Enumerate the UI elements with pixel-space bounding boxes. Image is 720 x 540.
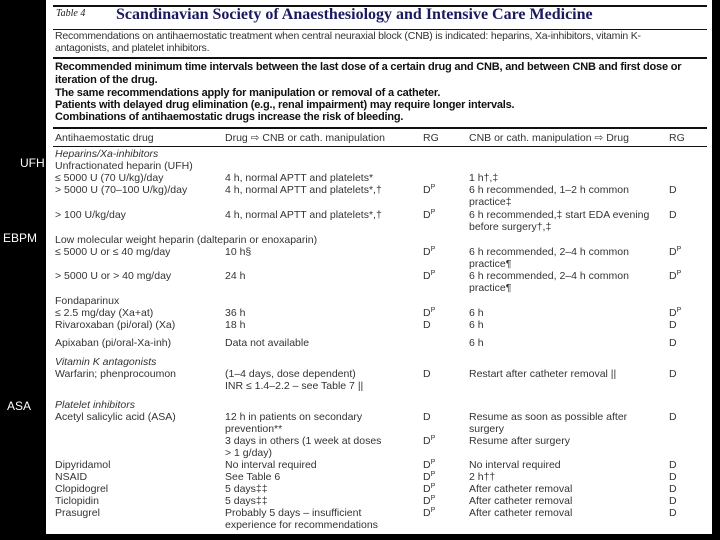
cell-after: After catheter removal (469, 483, 573, 495)
cell-drug: Clopidogrel (55, 483, 109, 495)
grade-superscript: P (430, 435, 436, 442)
cell-before: 18 h (225, 319, 246, 331)
intro-line: Recommendations on antihaemostatic treatment when central neuraxial block (CNB) is indicated: heparins, Xa-inhibitors, vitamin K- (55, 30, 641, 42)
grade-text: D (669, 483, 677, 495)
cell-before: No interval required (225, 459, 317, 471)
grade-superscript: P (430, 483, 436, 490)
divider (53, 57, 707, 59)
grade-text: D (423, 246, 431, 258)
header-drug: Antihaemostatic drug (55, 132, 154, 144)
side-label-asa: ASA (7, 399, 32, 413)
divider (53, 146, 707, 147)
cell-rg2 (669, 320, 677, 331)
cell-rg1 (423, 496, 435, 507)
intro-line: antagonists, and platelet inhibitors. (55, 42, 210, 54)
cell-rg2 (669, 472, 677, 483)
cell-drug: Apixaban (pi/oral-Xa-inh) (55, 337, 172, 349)
grade-superscript: P (676, 307, 682, 314)
cell-rg2 (669, 308, 681, 319)
cell-drug: Ticlopidin (55, 495, 99, 507)
side-label-ebpm: EBPM (3, 231, 38, 245)
cell-drug: Low molecular weight heparin (dalteparin or enoxaparin) (55, 234, 318, 246)
side-label-ufh: UFH (20, 156, 45, 170)
grade-superscript: P (430, 184, 436, 191)
cell-rg1 (423, 460, 435, 471)
cell-rg1 (423, 484, 435, 495)
cell-rg1 (423, 369, 431, 380)
grade-text: D (669, 246, 677, 258)
grade-superscript: P (430, 471, 436, 478)
note-line: The same recommendations apply for manipulation or removal of a catheter. (55, 87, 441, 99)
cell-after: practice¶ (469, 282, 512, 294)
cell-drug: > 100 U/kg/day (55, 209, 126, 221)
cell-before: 36 h (225, 307, 246, 319)
cell-drug: Warfarin; phenprocoumon (55, 368, 177, 380)
grade-text: D (423, 435, 431, 447)
cell-rg2 (669, 338, 677, 349)
cell-rg1 (423, 320, 431, 331)
cell-rg2 (669, 271, 681, 282)
table-image (46, 0, 712, 534)
note-line: Combinations of antihaemostatic drugs increase the risk of bleeding. (55, 111, 404, 123)
grade-text: D (423, 471, 431, 483)
cell-rg1 (423, 508, 435, 519)
cell-before: See Table 6 (225, 471, 281, 483)
grade-superscript: P (430, 209, 436, 216)
cell-drug: Rivaroxaban (pi/oral) (Xa) (55, 319, 176, 331)
grade-text: D (669, 319, 677, 331)
cell-rg1 (423, 185, 435, 196)
grade-superscript: P (430, 246, 436, 253)
cell-after: No interval required (469, 459, 561, 471)
cell-after: 6 h (469, 307, 484, 319)
cell-rg1 (423, 271, 435, 282)
note-line: Recommended minimum time intervals between the last dose of a certain drug and CNB, and between CNB and first dose or (55, 61, 682, 73)
cell-rg2 (669, 210, 677, 221)
cell-before: (1–4 days, dose dependent) (225, 368, 356, 380)
cell-before: Data not available (225, 337, 310, 349)
header-after: CNB or cath. manipulation ⇨ Drug (469, 132, 629, 144)
cell-drug: ≤ 5000 U or ≤ 40 mg/day (55, 246, 171, 258)
grade-text: D (423, 483, 431, 495)
cell-after: surgery (469, 423, 505, 435)
cell-drug: > 5000 U (70–100 U/kg)/day (55, 184, 188, 196)
cell-drug: Platelet inhibitors (55, 399, 135, 411)
cell-after: before surgery†,‡ (469, 221, 552, 233)
grade-superscript: P (430, 459, 436, 466)
cell-after: 6 h recommended, 2–4 h common (469, 270, 629, 282)
grade-superscript: P (430, 495, 436, 502)
cell-after: 6 h recommended, 2–4 h common (469, 246, 629, 258)
cell-rg2 (669, 460, 677, 471)
cell-rg1 (423, 412, 431, 423)
header-before: Drug ⇨ CNB or cath. manipulation (225, 132, 385, 144)
grade-superscript: P (676, 270, 682, 277)
note-line: Patients with delayed drug elimination (e.g., renal impairment) may require longer intervals. (55, 99, 515, 111)
grade-superscript: P (430, 270, 436, 277)
cell-after: 1 h†,‡ (469, 172, 499, 184)
grade-text: D (669, 411, 677, 423)
cell-before: prevention** (225, 423, 283, 435)
grade-text: D (423, 411, 431, 423)
cell-before: 4 h, normal APTT and platelets*,† (225, 209, 382, 221)
cell-after: Resume after surgery (469, 435, 570, 447)
grade-text: D (669, 507, 677, 519)
cell-before: experience for recommendations (225, 519, 378, 531)
cell-rg2 (669, 369, 677, 380)
grade-text: D (423, 319, 431, 331)
cell-rg1 (423, 472, 435, 483)
divider (53, 127, 707, 129)
grade-text: D (423, 307, 431, 319)
cell-rg1 (423, 308, 435, 319)
grade-text: D (669, 368, 677, 380)
cell-after: practice‡ (469, 196, 512, 208)
grade-text: D (423, 507, 431, 519)
grade-text: D (423, 368, 431, 380)
note-line: iteration of the drug. (55, 74, 158, 86)
cell-before: 4 h, normal APTT and platelets*,† (225, 184, 382, 196)
cell-before: Probably 5 days – insufficient (225, 507, 362, 519)
grade-text: D (423, 209, 431, 221)
cell-before: 12 h in patients on secondary (225, 411, 363, 423)
cell-after: 6 h (469, 319, 484, 331)
cell-before: 5 days‡‡ (225, 495, 268, 507)
cell-before: > 1 g/day) (225, 447, 272, 459)
grade-text: D (423, 459, 431, 471)
cell-after: 6 h (469, 337, 484, 349)
cell-drug: Prasugrel (55, 507, 100, 519)
grade-text: D (423, 495, 431, 507)
cell-before: 10 h§ (225, 246, 252, 258)
cell-drug: Acetyl salicylic acid (ASA) (55, 411, 176, 423)
cell-after: 6 h recommended, 1–2 h common (469, 184, 629, 196)
cell-after: After catheter removal (469, 495, 573, 507)
cell-before: 24 h (225, 270, 246, 282)
grade-text: D (669, 209, 677, 221)
cell-rg2 (669, 484, 677, 495)
cell-rg2 (669, 185, 677, 196)
cell-rg2 (669, 496, 677, 507)
cell-drug: Dipyridamol (55, 459, 111, 471)
grade-superscript: P (676, 246, 682, 253)
cell-drug: ≤ 5000 U (70 U/kg)/day (55, 172, 164, 184)
cell-rg1 (423, 210, 435, 221)
grade-text: D (669, 495, 677, 507)
grade-text: D (669, 307, 677, 319)
cell-before: 3 days in others (1 week at doses (225, 435, 382, 447)
cell-before: 4 h, normal APTT and platelets* (225, 172, 374, 184)
grade-text: D (669, 184, 677, 196)
cell-rg1 (423, 436, 435, 447)
cell-drug: ≤ 2.5 mg/day (Xa+at) (55, 307, 154, 319)
cell-rg2 (669, 508, 677, 519)
cell-rg2 (669, 247, 681, 258)
table-label: Table 4 (56, 8, 86, 19)
cell-before: INR ≤ 1.4–2.2 – see Table 7 || (225, 380, 364, 392)
grade-text: D (669, 270, 677, 282)
cell-before: 5 days‡‡ (225, 483, 268, 495)
grade-text: D (669, 337, 677, 349)
cell-drug: > 5000 U or > 40 mg/day (55, 270, 172, 282)
cell-drug: Vitamin K antagonists (55, 356, 157, 368)
cell-after: 2 h†† (469, 471, 496, 483)
cell-drug: Heparins/Xa-inhibitors (55, 148, 159, 160)
page-title: Scandinavian Society of Anaesthesiology and Intensive Care Medicine (116, 6, 593, 23)
grade-text: D (423, 184, 431, 196)
cell-drug: Fondaparinux (55, 295, 120, 307)
cell-rg2 (669, 412, 677, 423)
cell-after: Restart after catheter removal || (469, 368, 617, 380)
cell-after: Resume as soon as possible after (469, 411, 628, 423)
cell-drug: NSAID (55, 471, 88, 483)
cell-after: 6 h recommended,‡ start EDA evening (469, 209, 650, 221)
cell-rg1 (423, 247, 435, 258)
grade-text: D (423, 270, 431, 282)
cell-after: practice¶ (469, 258, 512, 270)
header-rg2: RG (669, 132, 685, 144)
grade-text: D (669, 459, 677, 471)
grade-superscript: P (430, 507, 436, 514)
cell-after: After catheter removal (469, 507, 573, 519)
grade-superscript: P (430, 307, 436, 314)
cell-drug: Unfractionated heparin (UFH) (55, 160, 193, 172)
header-rg1: RG (423, 132, 439, 144)
grade-text: D (669, 471, 677, 483)
